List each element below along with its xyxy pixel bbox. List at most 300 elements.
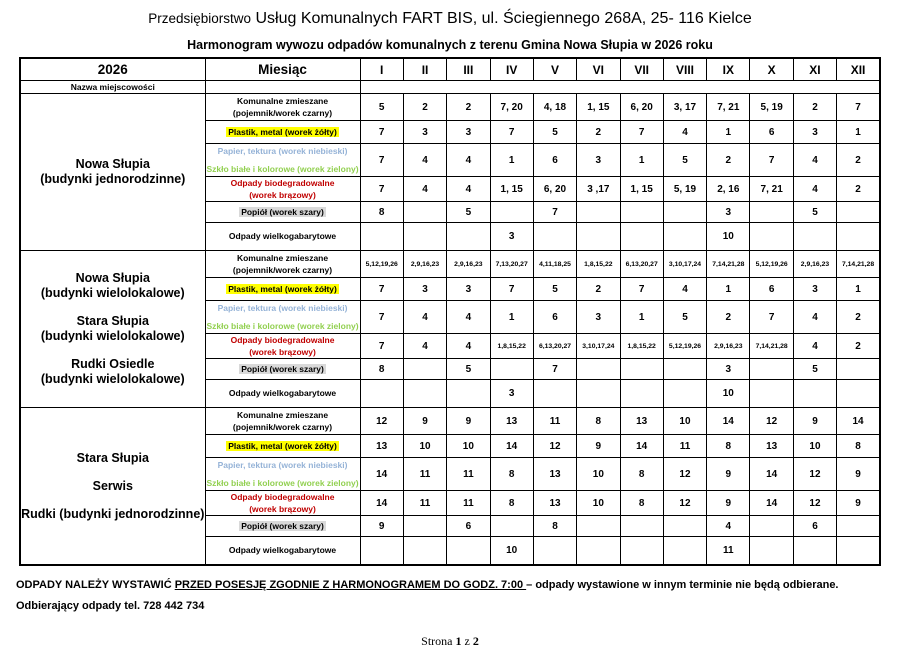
- schedule-date-cell: 4: [447, 177, 490, 202]
- schedule-date-cell: 3: [403, 121, 446, 144]
- waste-type-label: (worek brązowy): [249, 346, 316, 357]
- month-header: X: [750, 58, 793, 81]
- schedule-date-cell: 10: [577, 491, 620, 516]
- location-line: (budynki wielolokalowe): [40, 286, 185, 300]
- schedule-date-cell: 9: [707, 458, 750, 491]
- waste-type-cell-plastik-metal: [205, 278, 360, 301]
- schedule-date-cell: [620, 202, 663, 223]
- waste-type-label: Plastik, metal (worek żółty): [228, 126, 337, 137]
- waste-type-cell-odpady-biodegradowalne: [205, 334, 360, 359]
- schedule-date-cell: [360, 537, 403, 566]
- schedule-date-cell: [663, 202, 706, 223]
- schedule-date-cell: [663, 223, 706, 251]
- waste-type-cell-odpady-biodegradowalne: [205, 491, 360, 516]
- schedule-date-cell: 3: [447, 121, 490, 144]
- waste-type-cell-odpady-wielkogabarytowe: [205, 223, 360, 251]
- page-number-total: 2: [472, 634, 479, 648]
- schedule-date-cell: [403, 537, 446, 566]
- schedule-date-cell: [750, 223, 793, 251]
- schedule-date-cell: 4: [403, 177, 446, 202]
- schedule-date-cell: 2: [793, 94, 836, 121]
- schedule-date-cell: 1: [620, 301, 663, 334]
- schedule-date-cell: 3 ,17: [577, 177, 620, 202]
- schedule-date-cell: 3,10,17,24: [577, 334, 620, 359]
- schedule-date-cell: [837, 202, 880, 223]
- waste-type-label: Popiół (worek szary): [241, 363, 324, 374]
- schedule-date-cell: 5, 19: [663, 177, 706, 202]
- schedule-date-cell: 2: [577, 121, 620, 144]
- schedule-date-cell: 1,8,15,22: [490, 334, 533, 359]
- month-header: IX: [707, 58, 750, 81]
- waste-type-cell-odpady-wielkogabarytowe: [205, 380, 360, 408]
- schedule-date-cell: 3: [793, 121, 836, 144]
- schedule-date-cell: [577, 380, 620, 408]
- schedule-date-cell: 7,14,21,28: [837, 251, 880, 278]
- schedule-date-cell: 8: [360, 359, 403, 380]
- waste-type-label: Szkło białe i kolorowe (worek zielony): [206, 477, 359, 488]
- schedule-date-cell: 5: [447, 359, 490, 380]
- schedule-date-cell: 8: [533, 516, 576, 537]
- schedule-date-cell: 7: [360, 144, 403, 177]
- schedule-date-cell: [403, 516, 446, 537]
- schedule-date-cell: 4: [403, 334, 446, 359]
- empty-cell: [360, 81, 880, 94]
- waste-type-cell-papier-szklo: [205, 144, 360, 177]
- location-gap: [21, 301, 205, 314]
- schedule-date-cell: 7: [533, 359, 576, 380]
- waste-type-label: Popiół (worek szary): [241, 520, 324, 531]
- schedule-date-cell: [663, 380, 706, 408]
- schedule-date-cell: 7: [360, 177, 403, 202]
- document-subtitle: Harmonogram wywozu odpadów komunalnych z terenu Gmina Nowa Słupia w 2026 roku: [187, 38, 713, 52]
- schedule-date-cell: 12: [793, 491, 836, 516]
- schedule-date-cell: 1, 15: [577, 94, 620, 121]
- schedule-date-cell: 11: [707, 537, 750, 566]
- schedule-date-cell: 2,9,16,23: [447, 251, 490, 278]
- schedule-date-cell: 9: [707, 491, 750, 516]
- schedule-date-cell: 2,9,16,23: [707, 334, 750, 359]
- waste-type-label: Papier, tektura (worek niebieski): [217, 145, 348, 156]
- schedule-date-cell: 2: [447, 94, 490, 121]
- schedule-date-cell: [577, 202, 620, 223]
- schedule-date-cell: 11: [447, 491, 490, 516]
- schedule-date-cell: 7: [837, 94, 880, 121]
- waste-type-cell-popiol: [205, 516, 360, 537]
- location-line: Stara Słupia: [76, 450, 149, 465]
- waste-type-label: (worek brązowy): [249, 503, 316, 514]
- schedule-date-cell: [577, 516, 620, 537]
- schedule-date-cell: [577, 223, 620, 251]
- document-title: [0, 10, 900, 28]
- schedule-date-cell: 2: [837, 177, 880, 202]
- schedule-date-cell: 12: [533, 435, 576, 458]
- schedule-date-cell: 7: [620, 278, 663, 301]
- waste-type-label: Komunalne zmieszane: [236, 409, 329, 420]
- schedule-date-cell: 6: [750, 278, 793, 301]
- schedule-date-cell: 8: [837, 435, 880, 458]
- schedule-date-cell: [750, 359, 793, 380]
- schedule-date-cell: 3: [490, 380, 533, 408]
- schedule-date-cell: 4: [663, 278, 706, 301]
- waste-type-label: (pojemnik/worek czarny): [232, 107, 333, 118]
- schedule-date-cell: 9: [577, 435, 620, 458]
- schedule-date-cell: 7: [360, 278, 403, 301]
- schedule-date-cell: 10: [793, 435, 836, 458]
- schedule-date-cell: 8: [490, 491, 533, 516]
- schedule-date-cell: 2,9,16,23: [793, 251, 836, 278]
- schedule-date-cell: 7: [490, 278, 533, 301]
- schedule-date-cell: [447, 223, 490, 251]
- schedule-date-cell: 13: [533, 458, 576, 491]
- month-header: VII: [620, 58, 663, 81]
- title-rest: Usług Komunalnych FART BIS, ul. Ściegiennego 268A, 25- 116 Kielce: [251, 10, 752, 27]
- schedule-date-cell: 4: [793, 177, 836, 202]
- schedule-date-cell: 2: [837, 334, 880, 359]
- schedule-date-cell: 7, 21: [707, 94, 750, 121]
- waste-type-label: Plastik, metal (worek żółty): [228, 283, 337, 294]
- schedule-date-cell: 6: [533, 144, 576, 177]
- schedule-date-cell: [793, 380, 836, 408]
- schedule-date-cell: [403, 359, 446, 380]
- schedule-date-cell: 9: [403, 408, 446, 435]
- schedule-date-cell: 6, 20: [533, 177, 576, 202]
- schedule-date-cell: 7: [620, 121, 663, 144]
- waste-type-label: Szkło białe i kolorowe (worek zielony): [206, 163, 359, 174]
- schedule-date-cell: 7: [750, 301, 793, 334]
- document-page: [0, 10, 900, 668]
- location-line: Nowa Słupia: [75, 271, 150, 285]
- month-column-header: Miesiąc: [205, 58, 360, 81]
- schedule-date-cell: 5,12,19,26: [663, 334, 706, 359]
- note-line: [16, 579, 900, 591]
- schedule-date-cell: 1: [620, 144, 663, 177]
- waste-type-label: (pojemnik/worek czarny): [232, 264, 333, 275]
- schedule-date-cell: 14: [707, 408, 750, 435]
- location-line: (budynki jednorodzinne): [40, 172, 186, 186]
- waste-type-label: Odpady wielkogabarytowe: [228, 545, 337, 555]
- schedule-date-cell: 14: [837, 408, 880, 435]
- schedule-date-cell: 14: [750, 458, 793, 491]
- page-number-current: 1: [455, 634, 462, 648]
- waste-type-label: Odpady wielkogabarytowe: [228, 388, 337, 398]
- schedule-date-cell: 1: [490, 144, 533, 177]
- schedule-date-cell: 4: [403, 144, 446, 177]
- schedule-date-cell: 3: [447, 278, 490, 301]
- schedule-date-cell: 2: [837, 301, 880, 334]
- schedule-date-cell: 7,14,21,28: [750, 334, 793, 359]
- location-gap: [21, 494, 205, 507]
- waste-type-cell-papier-szklo: [205, 458, 360, 491]
- schedule-date-cell: 5, 19: [750, 94, 793, 121]
- schedule-date-cell: 1,8,15,22: [577, 251, 620, 278]
- schedule-date-cell: 7: [750, 144, 793, 177]
- schedule-date-cell: 9: [837, 491, 880, 516]
- schedule-date-cell: 12: [750, 408, 793, 435]
- schedule-date-cell: [577, 359, 620, 380]
- month-header: V: [533, 58, 576, 81]
- location-cell: [20, 251, 205, 408]
- schedule-date-cell: 9: [360, 516, 403, 537]
- schedule-date-cell: 8: [490, 458, 533, 491]
- schedule-date-cell: 5: [360, 94, 403, 121]
- schedule-date-cell: 6: [447, 516, 490, 537]
- schedule-date-cell: [360, 223, 403, 251]
- month-header: I: [360, 58, 403, 81]
- schedule-date-cell: 3: [490, 223, 533, 251]
- schedule-date-cell: [837, 380, 880, 408]
- schedule-date-cell: [620, 380, 663, 408]
- schedule-date-cell: 5: [793, 202, 836, 223]
- location-cell: [20, 408, 205, 566]
- waste-type-cell-komunalne-zmieszane: [205, 408, 360, 435]
- schedule-date-cell: 7: [490, 121, 533, 144]
- waste-type-label: Odpady biodegradowalne: [230, 334, 335, 345]
- waste-type-cell-komunalne-zmieszane: [205, 251, 360, 278]
- schedule-date-cell: 1: [707, 278, 750, 301]
- schedule-date-cell: 14: [620, 435, 663, 458]
- waste-type-label: Papier, tektura (worek niebieski): [217, 459, 348, 470]
- schedule-date-cell: 4: [707, 516, 750, 537]
- waste-type-cell-popiol: [205, 359, 360, 380]
- schedule-date-cell: 7,14,21,28: [707, 251, 750, 278]
- schedule-date-cell: 7, 21: [750, 177, 793, 202]
- schedule-date-cell: 1: [707, 121, 750, 144]
- schedule-date-cell: 12: [360, 408, 403, 435]
- schedule-date-cell: 3: [793, 278, 836, 301]
- schedule-date-cell: 4: [663, 121, 706, 144]
- schedule-date-cell: [403, 380, 446, 408]
- schedule-date-cell: [403, 223, 446, 251]
- schedule-date-cell: 3, 17: [663, 94, 706, 121]
- schedule-date-cell: 11: [447, 458, 490, 491]
- locality-label: Nazwa miejscowości: [20, 81, 205, 94]
- schedule-date-cell: 6: [750, 121, 793, 144]
- schedule-date-cell: [620, 359, 663, 380]
- location-gap: [21, 466, 205, 479]
- schedule-date-cell: 3,10,17,24: [663, 251, 706, 278]
- schedule-date-cell: 7: [360, 334, 403, 359]
- schedule-date-cell: 4: [793, 144, 836, 177]
- schedule-date-cell: 1, 15: [620, 177, 663, 202]
- waste-type-label: Komunalne zmieszane: [236, 95, 329, 106]
- month-header: VIII: [663, 58, 706, 81]
- schedule-date-cell: 4: [793, 301, 836, 334]
- schedule-date-cell: 4: [447, 144, 490, 177]
- month-header: VI: [577, 58, 620, 81]
- schedule-date-cell: 12: [663, 458, 706, 491]
- schedule-date-cell: 4: [447, 334, 490, 359]
- schedule-date-cell: 11: [533, 408, 576, 435]
- schedule-date-cell: [837, 516, 880, 537]
- schedule-date-cell: 2,9,16,23: [403, 251, 446, 278]
- waste-type-cell-plastik-metal: [205, 435, 360, 458]
- schedule-date-cell: 10: [577, 458, 620, 491]
- schedule-date-cell: 4: [447, 301, 490, 334]
- schedule-date-cell: 7: [533, 202, 576, 223]
- schedule-date-cell: 3: [403, 278, 446, 301]
- schedule-date-cell: 7: [360, 121, 403, 144]
- schedule-date-cell: [663, 537, 706, 566]
- location-line: (budynki wielolokalowe): [40, 329, 185, 343]
- schedule-date-cell: 10: [707, 380, 750, 408]
- month-header: IV: [490, 58, 533, 81]
- note-prefix: ODPADY NALEŻY WYSTAWIĆ: [16, 579, 175, 591]
- schedule-date-cell: 2: [403, 94, 446, 121]
- schedule-date-cell: 13: [533, 491, 576, 516]
- schedule-date-cell: 2, 16: [707, 177, 750, 202]
- schedule-date-cell: [837, 359, 880, 380]
- location-line: Stara Słupia: [76, 314, 149, 328]
- schedule-date-cell: 5,12,19,26: [360, 251, 403, 278]
- schedule-date-cell: 3: [707, 359, 750, 380]
- schedule-date-cell: 14: [490, 435, 533, 458]
- waste-type-cell-popiol: [205, 202, 360, 223]
- note-underlined: PRZED POSESJĘ ZGODNIE Z HARMONOGRAMEM DO GODZ. 7:00: [174, 579, 527, 591]
- schedule-date-cell: 6: [793, 516, 836, 537]
- schedule-date-cell: 5: [447, 202, 490, 223]
- schedule-date-cell: [533, 380, 576, 408]
- schedule-date-cell: 8: [577, 408, 620, 435]
- location-line: Rudki (budynki jednorodzinne): [21, 506, 205, 521]
- schedule-date-cell: 5: [533, 278, 576, 301]
- schedule-date-cell: 5: [663, 144, 706, 177]
- schedule-date-cell: 8: [707, 435, 750, 458]
- schedule-date-cell: 6, 20: [620, 94, 663, 121]
- schedule-date-cell: [490, 359, 533, 380]
- waste-type-cell-odpady-wielkogabarytowe: [205, 537, 360, 566]
- schedule-table-body: [20, 58, 880, 565]
- schedule-date-cell: 11: [403, 458, 446, 491]
- waste-type-cell-odpady-biodegradowalne: [205, 177, 360, 202]
- location-line: Serwis: [92, 478, 133, 493]
- schedule-date-cell: 7: [360, 301, 403, 334]
- schedule-date-cell: 10: [447, 435, 490, 458]
- waste-type-label: Odpady biodegradowalne: [230, 177, 335, 188]
- schedule-date-cell: [403, 202, 446, 223]
- page-number: [0, 634, 900, 649]
- schedule-date-cell: [533, 223, 576, 251]
- page-number-prefix: Strona: [421, 634, 456, 648]
- schedule-date-cell: 11: [663, 435, 706, 458]
- schedule-date-cell: [837, 223, 880, 251]
- location-cell: [20, 94, 205, 251]
- schedule-date-cell: 7,13,20,27: [490, 251, 533, 278]
- year-header: 2026: [20, 58, 205, 81]
- location-gap: [21, 344, 205, 357]
- waste-type-label: Odpady wielkogabarytowe: [228, 231, 337, 241]
- schedule-date-cell: [577, 537, 620, 566]
- schedule-date-cell: 1: [837, 278, 880, 301]
- schedule-date-cell: [750, 537, 793, 566]
- schedule-date-cell: [490, 202, 533, 223]
- schedule-date-cell: 13: [620, 408, 663, 435]
- schedule-date-cell: [750, 380, 793, 408]
- month-header: XI: [793, 58, 836, 81]
- schedule-date-cell: 1: [837, 121, 880, 144]
- waste-type-label: Odpady biodegradowalne: [230, 491, 335, 502]
- schedule-date-cell: [490, 516, 533, 537]
- schedule-date-cell: [620, 223, 663, 251]
- title-prefix: Przedsiębiorstwo: [148, 11, 252, 26]
- location-line: (budynki wielolokalowe): [40, 372, 185, 386]
- schedule-date-cell: 2: [707, 144, 750, 177]
- schedule-date-cell: 2: [837, 144, 880, 177]
- schedule-date-cell: [533, 537, 576, 566]
- schedule-date-cell: 5: [793, 359, 836, 380]
- schedule-date-cell: 3: [577, 301, 620, 334]
- schedule-date-cell: 14: [360, 491, 403, 516]
- schedule-date-cell: [837, 537, 880, 566]
- schedule-date-cell: 13: [490, 408, 533, 435]
- schedule-date-cell: [447, 537, 490, 566]
- schedule-date-cell: 6,13,20,27: [533, 334, 576, 359]
- schedule-date-cell: [750, 516, 793, 537]
- schedule-date-cell: 10: [403, 435, 446, 458]
- schedule-date-cell: 10: [490, 537, 533, 566]
- schedule-date-cell: 5: [663, 301, 706, 334]
- schedule-date-cell: [793, 537, 836, 566]
- month-header: III: [447, 58, 490, 81]
- schedule-date-cell: [663, 516, 706, 537]
- schedule-date-cell: [360, 380, 403, 408]
- schedule-table: [19, 57, 881, 566]
- schedule-date-cell: 5: [533, 121, 576, 144]
- schedule-date-cell: 14: [360, 458, 403, 491]
- schedule-date-cell: 9: [837, 458, 880, 491]
- waste-type-label: Papier, tektura (worek niebieski): [217, 302, 348, 313]
- schedule-date-cell: 1: [490, 301, 533, 334]
- schedule-date-cell: [620, 537, 663, 566]
- waste-type-label: (worek brązowy): [249, 189, 316, 200]
- schedule-date-cell: [447, 380, 490, 408]
- schedule-date-cell: [663, 359, 706, 380]
- schedule-date-cell: 12: [663, 491, 706, 516]
- schedule-date-cell: 13: [360, 435, 403, 458]
- waste-type-cell-plastik-metal: [205, 121, 360, 144]
- location-line: Nowa Słupia: [75, 157, 150, 171]
- note-phone: Odbierający odpady tel. 728 442 734: [16, 600, 205, 612]
- schedule-date-cell: 4, 18: [533, 94, 576, 121]
- schedule-date-cell: 10: [663, 408, 706, 435]
- schedule-date-cell: 4,11,18,25: [533, 251, 576, 278]
- waste-type-cell-papier-szklo: [205, 301, 360, 334]
- schedule-date-cell: 8: [620, 491, 663, 516]
- waste-type-label: Plastik, metal (worek żółty): [228, 440, 337, 451]
- schedule-date-cell: 8: [360, 202, 403, 223]
- schedule-date-cell: 2: [577, 278, 620, 301]
- page-number-separator: z: [461, 634, 473, 648]
- waste-type-cell-komunalne-zmieszane: [205, 94, 360, 121]
- waste-type-label: Szkło białe i kolorowe (worek zielony): [206, 320, 359, 331]
- schedule-date-cell: 9: [447, 408, 490, 435]
- schedule-date-cell: 8: [620, 458, 663, 491]
- schedule-date-cell: 7, 20: [490, 94, 533, 121]
- schedule-date-cell: 9: [793, 408, 836, 435]
- waste-type-label: Popiół (worek szary): [241, 206, 324, 217]
- schedule-date-cell: 6,13,20,27: [620, 251, 663, 278]
- schedule-date-cell: 4: [793, 334, 836, 359]
- waste-type-label: (pojemnik/worek czarny): [232, 421, 333, 432]
- waste-type-label: Komunalne zmieszane: [236, 252, 329, 263]
- location-line: Rudki Osiedle: [71, 357, 155, 371]
- schedule-date-cell: 3: [577, 144, 620, 177]
- schedule-date-cell: 1, 15: [490, 177, 533, 202]
- schedule-date-cell: 3: [707, 202, 750, 223]
- schedule-date-cell: 6: [533, 301, 576, 334]
- schedule-date-cell: 11: [403, 491, 446, 516]
- schedule-date-cell: [793, 223, 836, 251]
- month-header: II: [403, 58, 446, 81]
